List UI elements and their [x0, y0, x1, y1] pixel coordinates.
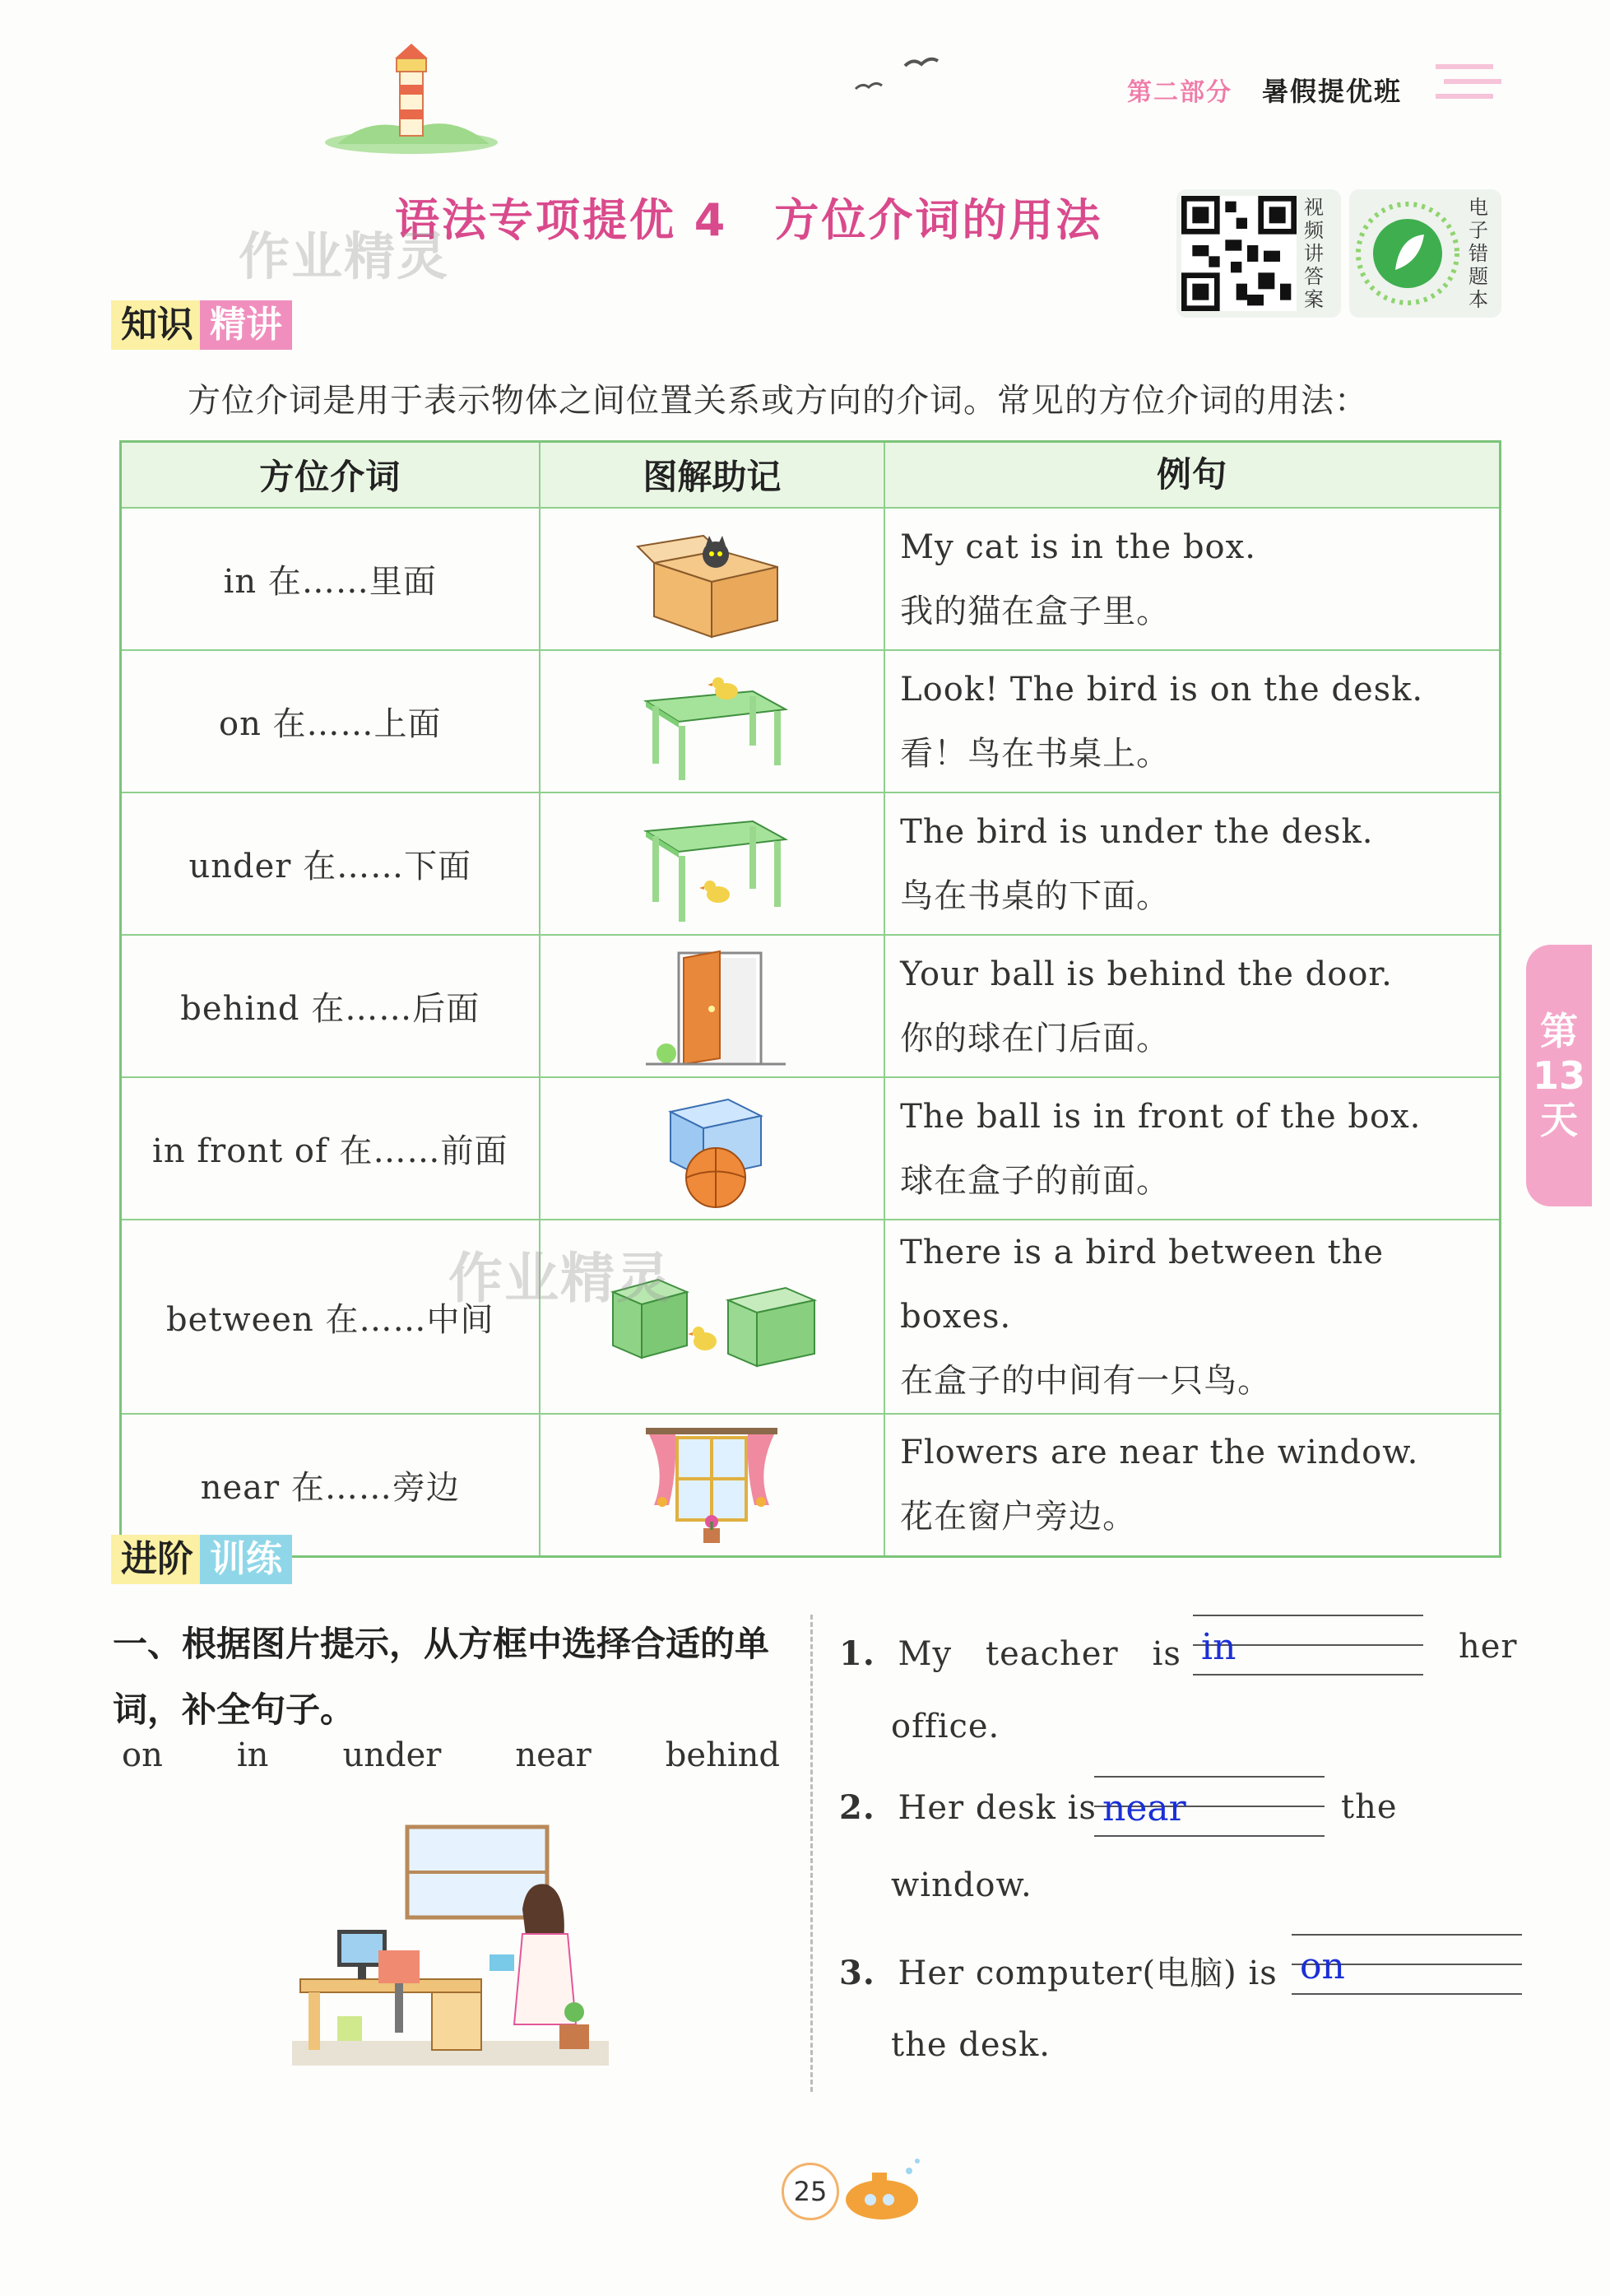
cat-in-box-illustration [629, 518, 794, 641]
answer-text: in [1201, 1626, 1236, 1668]
table-row [121, 935, 1501, 1077]
ball-in-front-of-box-illustration [629, 1087, 794, 1211]
exercise-instructions: 一、根据图片提示，从方框中选择合适的单词，补全句子。 [113, 1624, 770, 1730]
part-label: 第二部分 [1127, 78, 1232, 107]
table-row [121, 650, 1501, 792]
answer-blank-1[interactable] [1193, 1615, 1423, 1676]
example-cell [884, 792, 1500, 935]
day-side-tab [1526, 945, 1592, 1206]
side-tab-char: 13 [1532, 1053, 1585, 1098]
question-2 [839, 1788, 1097, 1827]
question-text: Her computer(电脑) is [898, 1954, 1278, 1992]
question-text: Her desk is [898, 1789, 1097, 1827]
example-chinese: 我的猫在盒子里。 [900, 592, 1171, 630]
word-bank-item: on [122, 1736, 163, 1774]
answer-text: near [1102, 1787, 1186, 1829]
birds-illustration [847, 49, 946, 99]
knowledge-tag-b: 精讲 [200, 300, 292, 350]
example-english: The bird is under the desk. [900, 812, 1374, 851]
example-english: Look! The bird is on the desk. [900, 670, 1424, 709]
intro-text: 方位介词是用于表示物体之间位置关系或方向的介词。常见的方位介词的用法： [188, 382, 1368, 420]
series-label: 暑假提优班 [1262, 76, 1403, 107]
header-preposition: 方位介词 [121, 442, 540, 509]
example-cell [884, 1414, 1500, 1556]
example-english: Your ball is behind the door. [900, 955, 1393, 993]
preposition-cell: near 在……旁边 [121, 1414, 540, 1556]
ebook-panel[interactable] [1349, 189, 1501, 318]
table-row [121, 1220, 1501, 1414]
question-text: My teacher is [898, 1635, 1181, 1673]
word-bank-item: in [236, 1736, 269, 1774]
example-cell [884, 1220, 1500, 1414]
preposition-cell: behind 在……后面 [121, 935, 540, 1077]
practice-tag-a: 进阶 [111, 1535, 200, 1584]
example-chinese: 看！鸟在书桌上。 [900, 734, 1171, 773]
preposition-cell: between 在……中间 [121, 1220, 540, 1414]
illustration-cell [540, 792, 885, 935]
answer-blank-3[interactable] [1292, 1934, 1522, 1995]
illustration-cell [540, 650, 885, 792]
example-chinese: 在盒子的中间有一只鸟。 [900, 1362, 1272, 1400]
example-cell [884, 1077, 1500, 1220]
teacher-office-illustration [292, 1819, 609, 2066]
bird-on-desk-illustration [629, 660, 794, 783]
table-row [121, 1077, 1501, 1220]
example-cell [884, 935, 1500, 1077]
flowers-near-window-illustration [629, 1423, 794, 1546]
ebook-label: 电子错题本 [1468, 196, 1488, 311]
word-bank-item: under [342, 1736, 442, 1774]
illustration-cell [540, 1414, 885, 1556]
practice-tag-b: 训练 [200, 1535, 292, 1584]
table-row [121, 508, 1501, 650]
question-3 [839, 1947, 1278, 1994]
table-row [121, 1414, 1501, 1556]
question-text-after: her [1459, 1628, 1518, 1666]
example-chinese: 你的球在门后面。 [900, 1019, 1171, 1057]
ball-behind-door-illustration [629, 945, 794, 1068]
example-chinese: 球在盒子的前面。 [900, 1161, 1171, 1200]
preposition-cell: on 在……上面 [121, 650, 540, 792]
watermark: 作业精灵 [239, 226, 450, 286]
question-text-line2: the desk. [891, 2026, 1051, 2064]
qr-code-label: 视频讲答案 [1304, 196, 1324, 311]
answer-blank-2[interactable] [1094, 1776, 1325, 1837]
illustration-cell [540, 508, 885, 650]
word-bank [122, 1736, 780, 1774]
example-english: There is a bird between the boxes. [900, 1234, 1385, 1336]
side-tab-char: 第 [1540, 1009, 1578, 1053]
question-text-line2: office. [891, 1708, 1000, 1745]
knowledge-tag-a: 知识 [111, 300, 200, 350]
side-tab-char: 天 [1540, 1098, 1578, 1142]
table-row [121, 792, 1501, 935]
answer-text: on [1300, 1945, 1345, 1987]
word-bank-item: near [515, 1736, 592, 1774]
question-number: 1. [839, 1634, 875, 1673]
header-illustration: 图解助记 [540, 442, 885, 509]
lighthouse-illustration [321, 37, 502, 156]
qr-code-panel[interactable] [1176, 189, 1341, 318]
submarine-icon [831, 2154, 930, 2229]
page-title: 语法专项提优 4 方位介词的用法 [395, 194, 1103, 246]
example-cell [884, 508, 1500, 650]
example-english: The ball is in front of the box. [900, 1097, 1422, 1136]
bird-under-desk-illustration [629, 802, 794, 926]
watermark: 作业精灵 [448, 1247, 672, 1310]
question-1 [839, 1628, 1181, 1675]
preposition-table [119, 440, 1501, 1558]
page-number: 25 [782, 2163, 839, 2220]
preposition-cell: under 在……下面 [121, 792, 540, 935]
example-chinese: 鸟在书桌的下面。 [900, 876, 1171, 915]
column-divider [810, 1615, 813, 2092]
leaf-logo-icon[interactable] [1354, 200, 1461, 307]
knowledge-section-tag [111, 298, 292, 352]
question-number: 2. [839, 1788, 875, 1827]
qr-code-icon[interactable] [1181, 196, 1297, 311]
question-number: 3. [839, 1954, 875, 1992]
header-labels [1127, 71, 1402, 109]
preposition-cell: in front of 在……前面 [121, 1077, 540, 1220]
header-example: 例句 [884, 442, 1500, 509]
example-chinese: 花在窗户旁边。 [900, 1498, 1137, 1536]
example-english: My cat is in the box. [900, 528, 1256, 566]
stripe-decoration [1436, 58, 1501, 107]
word-bank-item: behind [665, 1736, 780, 1774]
example-english: Flowers are near the window. [900, 1434, 1419, 1472]
practice-section-tag [111, 1532, 292, 1587]
illustration-cell [540, 935, 885, 1077]
illustration-cell [540, 1077, 885, 1220]
question-text-after: the [1341, 1788, 1398, 1826]
question-text-line2: window. [891, 1866, 1032, 1904]
preposition-cell: in 在……里面 [121, 508, 540, 650]
example-cell [884, 650, 1500, 792]
